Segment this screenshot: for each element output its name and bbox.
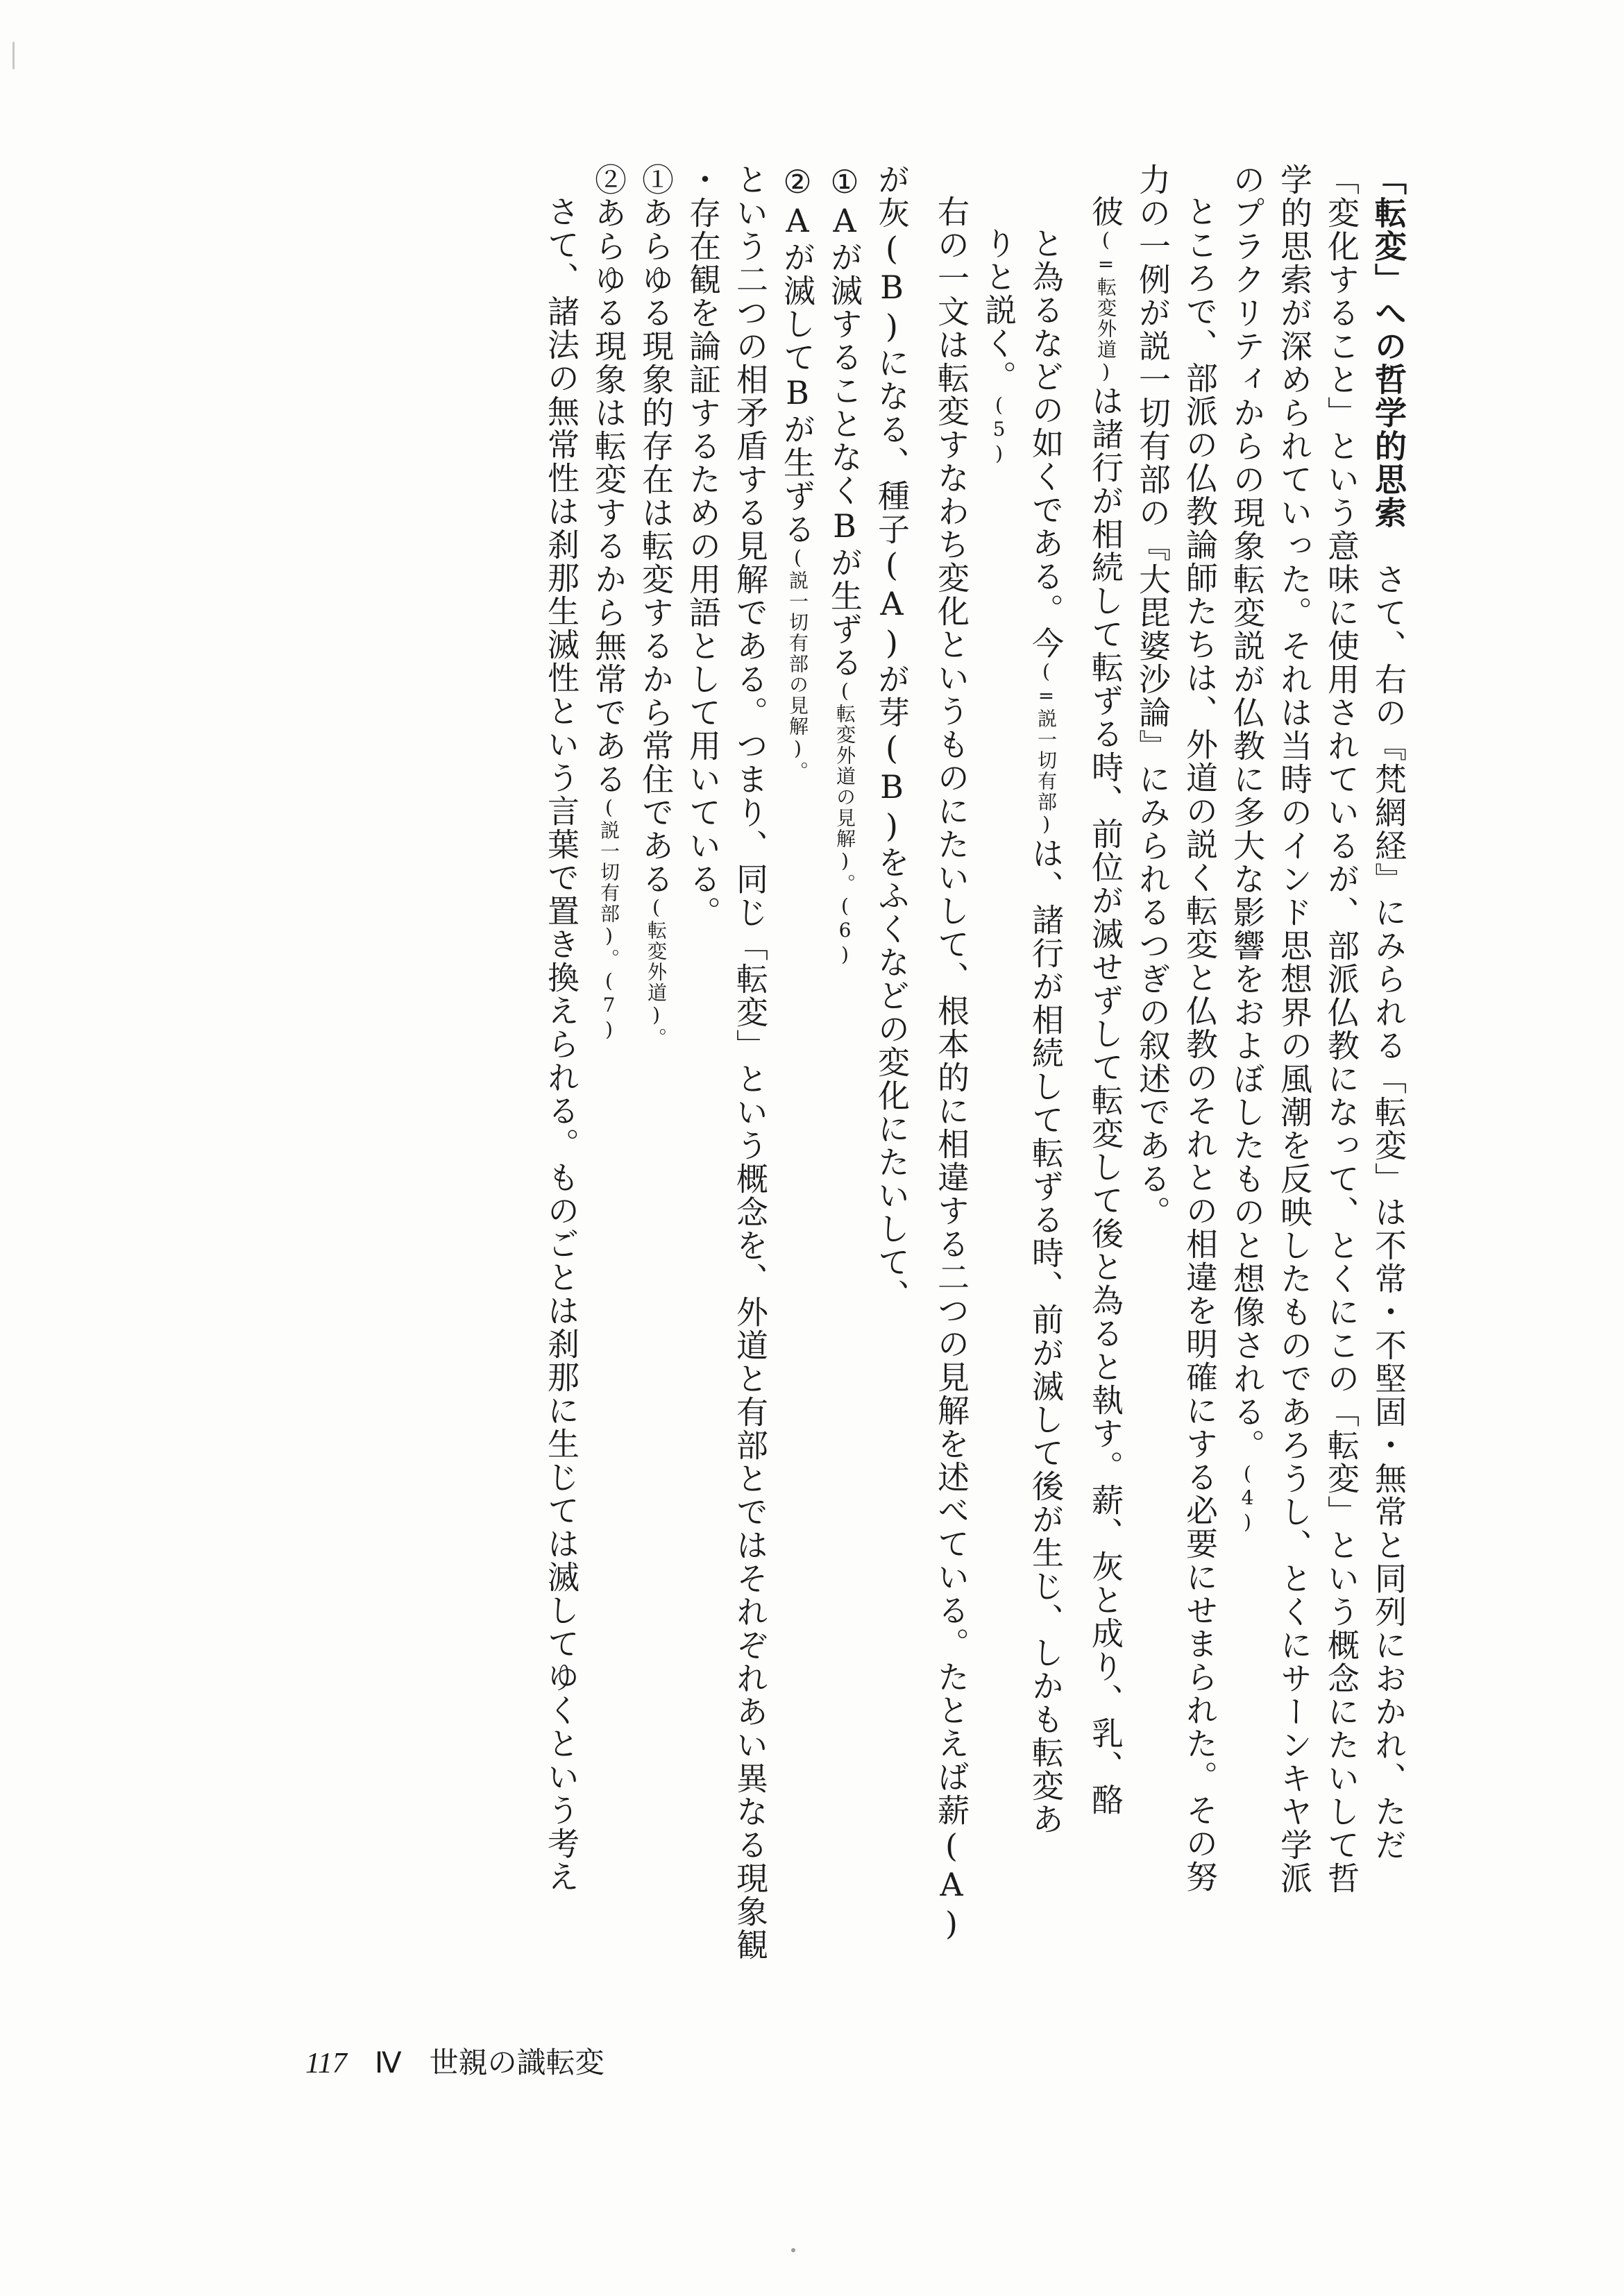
text-run: ②あらゆる現象は転変するから無常である [590,163,627,796]
text-run: ②Aが滅してBが生ずる [779,163,816,546]
text-run: が灰(B)になる、種子(A)が芽(B)をふくなどの変化にたいして、 [873,163,911,1312]
text-run: は諸行が相続して転ずる時、前位が滅せずして転変して後と為ると執す。薪、灰と成り、乳、酪 [1087,384,1124,1817]
text-run: ①Aが滅することなくBが生ずる [826,163,863,679]
chapter-number: Ⅳ [374,2048,402,2080]
inline-note: (転変外道)。 [645,896,668,1048]
text-column [821,163,868,2023]
text-column [727,163,774,2023]
text-run: 「変化すること」という意味に使用されているが、部派仏教になって、とくにこの「転変」という概念にたいして哲 [1323,163,1360,1895]
text-column [975,163,1022,2023]
text-column [632,163,679,2023]
text-run: さて、諸法の無常性は刹那生滅性という言葉で置き換えられる。ものごとは刹那に生じては滅してゆくという考え [543,195,580,1894]
section-heading: 「転変」への哲学的思索 [1370,163,1407,529]
text-column [679,163,727,2023]
text-column [1271,163,1318,2023]
text-run: さて、右の『梵網経』にみられる「転変」は不常・不堅固・無常と同列におかれ、ただ [1370,529,1407,1862]
text-run: と為るなどの如くである。今 [1027,227,1065,660]
text-column [538,163,585,2023]
text-run: という二つの相矛盾する見解である。つまり、同じ「転変」という概念を、外道と有部とではそれぞれあい異なる現象観 [731,163,769,1962]
text-column [868,163,915,2023]
inline-note: (説一切有部)。 [598,796,620,969]
inline-note: (5) [988,393,1010,466]
text-column [1022,163,1069,2023]
text-run: りと説く。 [980,227,1017,393]
text-column [1082,163,1129,2023]
text-run: 力の一例が説一切有部の『大毘婆沙論』にみられるつぎの叙述である。 [1134,163,1172,1229]
text-run: のプラクリティからの現象転変説が仏教に多大な影響をおよぼしたものと想像される。 [1228,163,1266,1462]
vertical-body-text [538,163,1412,2023]
inline-note: (=転変外道) [1094,228,1117,384]
inline-note: (7) [598,969,620,1042]
text-run: ところで、部派の仏教論師たちは、外道の説く転変と仏教のそれとの相違を明確にする必要にせまられた。その努 [1181,195,1219,1894]
inline-note: (=説一切有部) [1035,660,1058,837]
chapter-title: 世親の識転変 [429,2046,604,2080]
page-number: 117 [305,2048,347,2080]
text-column [1176,163,1224,2023]
text-column [774,163,821,2023]
text-column [928,163,975,2023]
inline-note: (4) [1236,1462,1259,1535]
text-run: は、諸行が相続して転ずる時、前が滅して後が生じ、しかも転変あ [1027,837,1065,1836]
page-footer [305,2040,604,2082]
text-run: ・存在観を論証するための用語として用いている。 [684,163,722,929]
text-column [585,163,632,2023]
text-run: ①あらゆる現象的存在は転変するから常住である [637,163,675,896]
inline-note: (説一切有部の見解)。 [786,546,809,782]
paper-speck [791,2248,795,2252]
inline-note: (6) [834,894,856,967]
text-column [1365,163,1412,2023]
text-column [1224,163,1271,2023]
paper-speck [12,42,15,69]
inline-note: (転変外道の見解)。 [834,679,856,894]
text-column [1318,163,1365,2023]
text-column [1129,163,1176,2023]
text-run: 右の一文は転変すなわち変化というものにたいして、根本的に相違する二つの見解を述べている。たとえば薪(A) [933,195,970,1944]
text-run: 彼 [1087,195,1124,228]
text-run: 学的思索が深められていった。それは当時のインド思想界の風潮を反映したものであろうし、とくにサーンキヤ学派 [1276,163,1313,1895]
